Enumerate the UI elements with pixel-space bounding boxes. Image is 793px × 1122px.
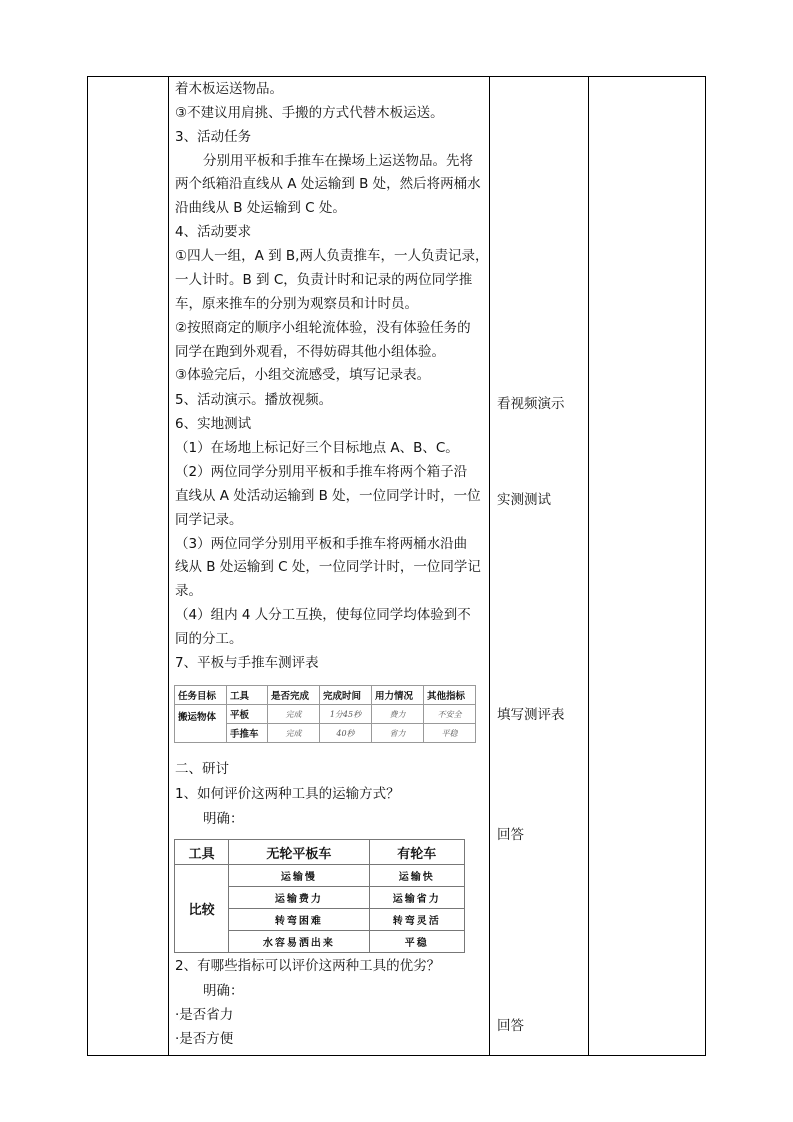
section-heading: 5、活动演示。播放视频。 <box>175 392 333 408</box>
text-line: 车，原来推车的分别为观察员和计时员。 <box>175 296 418 312</box>
handwritten-cell: 平稳 <box>423 724 475 743</box>
text-line: 直线从 A 处活动运输到 B 处，一位同学计时，一位 <box>175 488 481 504</box>
evaluation-table <box>174 685 476 743</box>
handwritten-cell: 运输费力 <box>229 887 369 909</box>
comparison-table <box>174 839 465 953</box>
side-note: 回答 <box>497 827 524 843</box>
handwritten-cell: 转弯困难 <box>229 909 369 931</box>
question-2: 2、有哪些指标可以评价这两种工具的优劣？ <box>175 958 441 974</box>
section-heading: 4、活动要求 <box>175 224 252 240</box>
text-line: 分别用平板和手推车在操场上运送物品。先将 <box>203 153 473 169</box>
handwritten-cell: 运输慢 <box>229 865 369 887</box>
handwritten-cell: 省力 <box>371 724 423 743</box>
text-line: ①四人一组，A 到 B,两人负责推车，一人负责记录， <box>175 248 489 264</box>
table-header: 完成时间 <box>319 686 371 705</box>
text-line: 着木板运送物品。 <box>175 81 283 97</box>
text-line: 录。 <box>175 583 202 599</box>
table-header: 有轮车 <box>369 840 464 865</box>
handwritten-cell: 不安全 <box>423 705 475 724</box>
question-1: 1、如何评价这两种工具的运输方式？ <box>175 786 400 802</box>
handwritten-cell: 费力 <box>371 705 423 724</box>
column-divider-1 <box>168 77 169 1055</box>
text-line: ③不建议用肩挑、手搬的方式代替木板运送。 <box>175 105 444 121</box>
column-divider-2 <box>489 77 490 1055</box>
table-header: 其他指标 <box>423 686 475 705</box>
table-header-row <box>175 686 476 705</box>
text-line: （2）两位同学分别用平板和手推车将两个箱子沿 <box>175 464 468 480</box>
handwritten-cell: 水容易洒出来 <box>229 931 369 953</box>
table-header: 是否完成 <box>268 686 320 705</box>
compare-label-cell: 比较 <box>175 865 229 953</box>
bullet-item: ·是否省力 <box>175 1007 234 1023</box>
task-cell: 搬运物体 <box>175 705 227 743</box>
text-line: 两个纸箱沿直线从 A 处运输到 B 处，然后将两桶水 <box>175 176 481 192</box>
table-header: 工具 <box>226 686 267 705</box>
handwritten-cell: 转弯灵活 <box>369 909 464 931</box>
section-heading: 二、研讨 <box>175 761 229 777</box>
handwritten-cell: 平稳 <box>369 931 464 953</box>
text-line: （1）在场地上标记好三个目标地点 A、B、C。 <box>175 440 459 456</box>
handwritten-cell: 运输省力 <box>369 887 464 909</box>
table-header: 任务目标 <box>175 686 227 705</box>
text-line: （4）组内 4 人分工互换，使每位同学均体验到不 <box>175 607 471 623</box>
bullet-item: ·是否方便 <box>175 1031 234 1047</box>
text-line: （3）两位同学分别用平板和手推车将两桶水沿曲 <box>175 536 468 552</box>
table-row <box>175 865 465 887</box>
answer-label: 明确： <box>203 983 244 999</box>
tool-cell: 手推车 <box>226 724 267 743</box>
tool-cell: 平板 <box>226 705 267 724</box>
handwritten-cell: 完成 <box>268 724 320 743</box>
table-header: 工具 <box>175 840 229 865</box>
table-header-row <box>175 840 465 865</box>
text-line: 同学在跑到外观看，不得妨碍其他小组体验。 <box>175 344 445 360</box>
table-header: 用力情况 <box>371 686 423 705</box>
side-note: 填写测评表 <box>497 707 565 723</box>
side-note: 回答 <box>497 1018 524 1034</box>
side-note: 实测测试 <box>497 492 551 508</box>
handwritten-cell: 40秒 <box>319 724 371 743</box>
handwritten-cell: 1分45秒 <box>319 705 371 724</box>
section-heading: 6、实地测试 <box>175 416 252 432</box>
lesson-table-frame <box>87 76 706 1056</box>
text-line: 同的分工。 <box>175 631 243 647</box>
side-note: 看视频演示 <box>497 396 565 412</box>
text-line: 一人计时。B 到 C，负责计时和记录的两位同学推 <box>175 272 473 288</box>
table-row <box>175 705 476 724</box>
text-line: 同学记录。 <box>175 512 243 528</box>
text-line: 线从 B 处运输到 C 处，一位同学计时，一位同学记 <box>175 559 481 575</box>
section-heading: 7、平板与手推车测评表 <box>175 655 319 671</box>
section-heading: 3、活动任务 <box>175 129 252 145</box>
handwritten-cell: 运输快 <box>369 865 464 887</box>
column-divider-3 <box>588 77 589 1055</box>
table-header: 无轮平板车 <box>229 840 369 865</box>
handwritten-cell: 完成 <box>268 705 320 724</box>
text-line: ③体验完后，小组交流感受，填写记录表。 <box>175 367 431 383</box>
answer-label: 明确： <box>203 811 244 827</box>
text-line: 沿曲线从 B 处运输到 C 处。 <box>175 200 346 216</box>
text-line: ②按照商定的顺序小组轮流体验，没有体验任务的 <box>175 320 471 336</box>
